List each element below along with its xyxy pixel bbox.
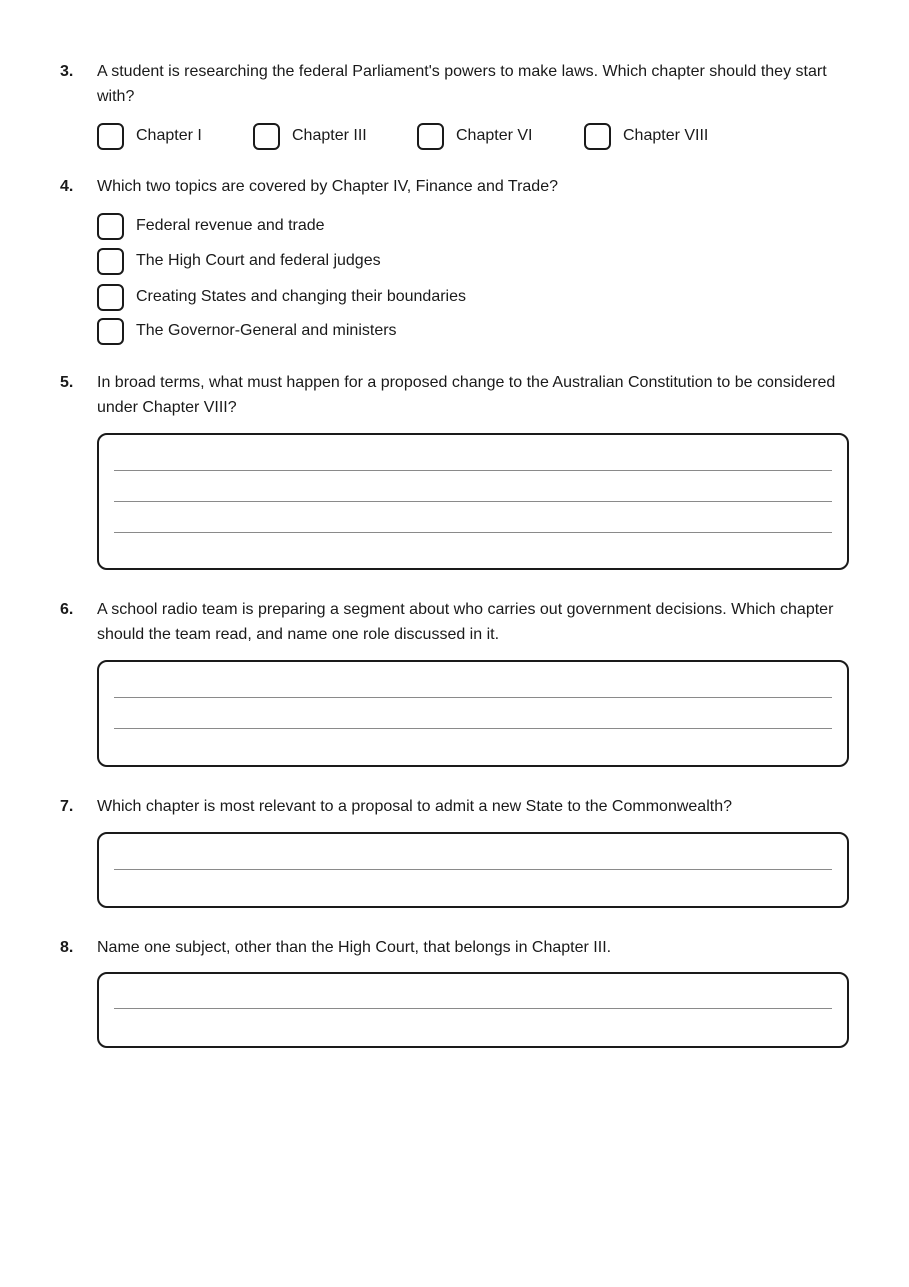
option-label: Chapter I <box>136 127 202 144</box>
option-label: Chapter VI <box>456 127 533 144</box>
answer-line <box>114 697 832 698</box>
question-text: Which two topics are covered by Chapter IV, Finance and Trade? <box>97 178 558 195</box>
option-label: Creating States and changing their boundaries <box>136 288 466 305</box>
answer-line <box>114 728 832 729</box>
option-label: The Governor-General and ministers <box>136 322 397 339</box>
answer-box-q8[interactable] <box>97 972 849 1048</box>
answer-line <box>114 869 832 870</box>
question-text: Which chapter is most relevant to a proposal to admit a new State to the Commonwealth? <box>97 798 732 815</box>
answer-line <box>114 1008 832 1009</box>
checkbox[interactable] <box>97 318 124 345</box>
checkbox[interactable] <box>417 123 444 150</box>
checkbox[interactable] <box>97 248 124 275</box>
answer-line <box>114 532 832 533</box>
checkbox[interactable] <box>97 284 124 311</box>
answer-line <box>114 470 832 471</box>
question-text: Name one subject, other than the High Court, that belongs in Chapter III. <box>97 939 612 956</box>
checkbox[interactable] <box>584 123 611 150</box>
question-number: 5. <box>60 374 74 391</box>
option-label: The High Court and federal judges <box>136 252 381 269</box>
checkbox[interactable] <box>253 123 280 150</box>
question-text: In broad terms, what must happen for a proposed change to the Australian Constitution to be considered under Chapter VIII? <box>97 374 836 416</box>
answer-line <box>114 501 832 502</box>
option-label: Chapter VIII <box>623 127 709 144</box>
checkbox[interactable] <box>97 123 124 150</box>
question-number: 7. <box>60 798 74 815</box>
option-label: Chapter III <box>292 127 367 144</box>
question-number: 3. <box>60 63 74 80</box>
checkbox[interactable] <box>97 213 124 240</box>
answer-box-q5[interactable] <box>97 433 849 570</box>
question-number: 4. <box>60 178 74 195</box>
question-number: 6. <box>60 601 74 618</box>
question-number: 8. <box>60 939 74 956</box>
option-label: Federal revenue and trade <box>136 217 325 234</box>
answer-box-q7[interactable] <box>97 832 849 908</box>
answer-box-q6[interactable] <box>97 660 849 767</box>
question-text: A school radio team is preparing a segment about who carries out government decisions. Which chapter should the team read, and name one role discussed in it. <box>97 601 834 643</box>
question-text: A student is researching the federal Parliament's powers to make laws. Which chapter should they start with? <box>97 63 827 105</box>
